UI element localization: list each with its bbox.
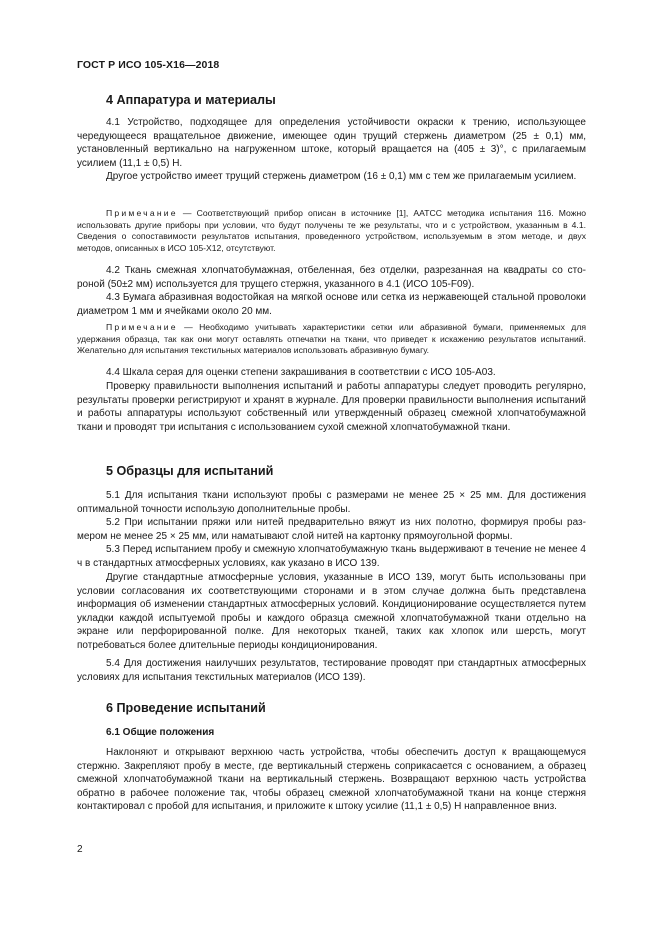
note-text: — Соответствующий прибор описан в источнике [1], AATCC методика испытания 116. Можно использовать другие приборы при условии, что будут получены те же результаты, что и с устройством, указанным в 4.1. Сведения о сопоставимости результатов испытания, проведенного устройством, используемым в этом методе, и двух методов, описанных в ИСО 105-Х12, отсутствуют.	[77, 208, 586, 253]
paragraph-5-2: 5.2 При испытании пряжи или нитей предварительно вяжут из них полотно, формируя пробы размером не менее 25 × 25 мм, или наматывают слой нитей на картонку прямоугольной формы.	[77, 517, 586, 542]
subsection-6-1-heading: 6.1 Общие положения	[106, 727, 215, 738]
paragraph-4-1-alt-device: Другое устройство имеет трущий стержень диаметром (16 ± 0,1) мм с тем же прилагаемым усилием.	[106, 171, 577, 182]
note-label: Примечание	[106, 208, 178, 218]
paragraph-4-3: 4.3 Бумага абразивная водостойкая на мягкой основе или сетка из нержавеющей стальной проволоки диаметром 1 мм и ячейками около 20 мм.	[77, 292, 586, 317]
paragraph-5-4: 5.4 Для достижения наилучших результатов, тестирование проводят при стандартных атмосферных условиях для испытания текстильных материалов (ИСО 139).	[77, 658, 586, 683]
note-text: — Необходимо учитывать характеристики сетки или абразивной бумаги, применяемых для удержания образца, так как они могут оставлять отпечатки на ткани, что приведет к искажению результатов испытаний. Желательно для испытания текстильных материалов использовать абразивную бумагу.	[77, 322, 586, 356]
paragraph-4-4: 4.4 Шкала серая для оценки степени закрашивания в соответствии с ИСО 105-А03.	[106, 367, 496, 378]
page-number: 2	[77, 844, 83, 855]
paragraph-5-3: 5.3 Перед испытанием пробу и смежную хлопчатобумажную ткань выдерживают в течение не менее 4 ч в стандартных атмосферных условиях, как указано в ИСО 139.	[77, 544, 586, 569]
note-4-1	[77, 208, 586, 254]
paragraph-4-1: 4.1 Устройство, подходящее для определения устойчивости окраски к трению, использующее чередующееся вращательное движение, имеющее один трущий стержень диаметром (25 ± 0,1) мм, установленный вертикально на нагруженном штоке, который вращается на (405 ± 3)°, с прилагаемым усилием (11,1 ± 0,5) Н.	[77, 117, 586, 169]
document-header: ГОСТ Р ИСО 105-Х16—2018	[77, 59, 220, 71]
paragraph-5-1: 5.1 Для испытания ткани используют пробы с размерами не менее 25 × 25 мм. Для достижения оптимальной точности использую дополнительные пробы.	[77, 490, 586, 515]
section-5-heading: 5 Образцы для испытаний	[106, 464, 274, 478]
section-6-heading: 6 Проведение испытаний	[106, 701, 266, 715]
note-label: Примечание	[106, 322, 178, 332]
paragraph-5-3-conditions: Другие стандартные атмосферные условия, указанные в ИСО 139, могут быть использованы при условии согласования их соответствующими сторонами и в этом случае должна быть представлена информация об изменении стандартных атмосферных условий. Кондиционирование осуществляется путем укладки каждой испытуемой пробы и каждого образца смежной хлопчатобумажной ткани отдельно на экране или перфорированной полке. Для некоторых тканей, таких как хлопок или шерсть, могут потребоваться более длительные периоды кондиционирования.	[77, 572, 586, 651]
note-4-3	[77, 322, 586, 357]
paragraph-4-2: 4.2 Ткань смежная хлопчатобумажная, отбеленная, без отделки, разрезанная на квадраты со стороной (50±2 мм) используется для трущего стержня, указанного в 4.1 (ИСО 105-F09).	[77, 265, 586, 290]
section-4-heading: 4 Аппаратура и материалы	[106, 93, 276, 107]
paragraph-4-4-verification: Проверку правильности выполнения испытаний и работы аппаратуры следует проводить регулярно, результаты проверки регистрируют и хранят в журнале. Для проверки правильности выполнения испытаний и работы аппаратуры используют собственный или утвержденный образец смежной хлопчатобумажной ткани и проводят три испытания с использованием сухой смежной хлопчатобумажной ткани.	[77, 381, 586, 433]
paragraph-6-1: Наклоняют и открывают верхнюю часть устройства, чтобы обеспечить доступ к вращающемуся стержню. Закрепляют пробу в месте, где вертикальный стержень соприкасается с основанием, а образец смежной хлопчатобумажной ткани на вертикальный стержень. Возвращают верхнюю часть устройства обратно в рабочее положение так, чтобы образец смежной хлопчатобумажной ткани на конце стержня контактировал с пробой для испытания, и приложите к штоку усилие (11,1 ± 0,5) Н направленное вниз.	[77, 747, 586, 812]
